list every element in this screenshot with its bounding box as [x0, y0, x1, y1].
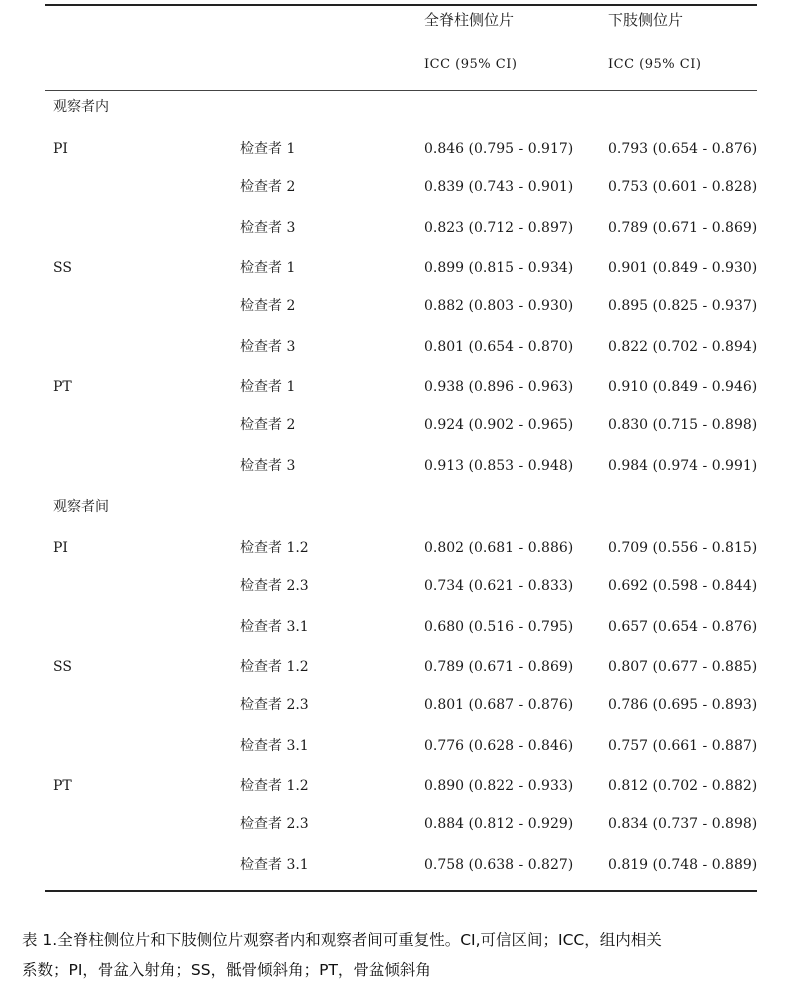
- icc-full-spine-cell: 0.776 (0.628 - 0.846): [424, 738, 574, 754]
- observer-cell: 检查者 3.1: [240, 738, 309, 754]
- table-bottom-rule: [45, 890, 757, 892]
- observer-cell: 检查者 1: [240, 260, 296, 276]
- observer-cell: 检查者 2: [240, 298, 296, 314]
- column-header-full-spine: 全脊柱侧位片: [424, 11, 515, 29]
- icc-full-spine-cell: 0.884 (0.812 - 0.929): [424, 816, 574, 832]
- icc-full-spine-cell: 0.899 (0.815 - 0.934): [424, 260, 574, 276]
- icc-lower-limb-cell: 0.901 (0.849 - 0.930): [608, 260, 758, 276]
- icc-lower-limb-cell: 0.830 (0.715 - 0.898): [608, 417, 758, 433]
- observer-cell: 检查者 1.2: [240, 659, 309, 675]
- icc-lower-limb-cell: 0.709 (0.556 - 0.815): [608, 540, 758, 556]
- icc-lower-limb-cell: 0.822 (0.702 - 0.894): [608, 339, 758, 355]
- icc-lower-limb-cell: 0.757 (0.661 - 0.887): [608, 738, 758, 754]
- group-label: SS: [53, 260, 72, 276]
- observer-cell: 检查者 1: [240, 379, 296, 395]
- observer-cell: 检查者 3.1: [240, 857, 309, 873]
- icc-full-spine-cell: 0.680 (0.516 - 0.795): [424, 619, 574, 635]
- icc-full-spine-cell: 0.913 (0.853 - 0.948): [424, 458, 574, 474]
- column-subheader-icc-full-spine: ICC (95% CI): [424, 57, 518, 72]
- observer-cell: 检查者 2.3: [240, 578, 309, 594]
- observer-cell: 检查者 2: [240, 179, 296, 195]
- observer-cell: 检查者 3: [240, 458, 296, 474]
- group-label: PT: [53, 778, 72, 794]
- observer-cell: 检查者 2.3: [240, 816, 309, 832]
- icc-lower-limb-cell: 0.910 (0.849 - 0.946): [608, 379, 758, 395]
- observer-cell: 检查者 3.1: [240, 619, 309, 635]
- icc-full-spine-cell: 0.758 (0.638 - 0.827): [424, 857, 574, 873]
- table-caption: [22, 925, 762, 985]
- caption-line-1: 表 1.全脊柱侧位片和下肢侧位片观察者内和观察者间可重复性。CI,可信区间；ICC，组内相关: [22, 931, 662, 949]
- observer-cell: 检查者 1.2: [240, 778, 309, 794]
- caption-line-2: 系数；PI，骨盆入射角；SS，骶骨倾斜角；PT，骨盆倾斜角: [22, 961, 431, 979]
- icc-full-spine-cell: 0.839 (0.743 - 0.901): [424, 179, 574, 195]
- icc-full-spine-cell: 0.802 (0.681 - 0.886): [424, 540, 574, 556]
- icc-lower-limb-cell: 0.984 (0.974 - 0.991): [608, 458, 758, 474]
- observer-cell: 检查者 3: [240, 220, 296, 236]
- icc-full-spine-cell: 0.734 (0.621 - 0.833): [424, 578, 574, 594]
- icc-full-spine-cell: 0.801 (0.654 - 0.870): [424, 339, 574, 355]
- icc-full-spine-cell: 0.789 (0.671 - 0.869): [424, 659, 574, 675]
- icc-full-spine-cell: 0.846 (0.795 - 0.917): [424, 141, 574, 157]
- icc-full-spine-cell: 0.882 (0.803 - 0.930): [424, 298, 574, 314]
- observer-cell: 检查者 2.3: [240, 697, 309, 713]
- icc-lower-limb-cell: 0.819 (0.748 - 0.889): [608, 857, 758, 873]
- column-header-lower-limb: 下肢侧位片: [608, 11, 684, 29]
- icc-lower-limb-cell: 0.786 (0.695 - 0.893): [608, 697, 758, 713]
- group-label: PI: [53, 141, 68, 157]
- icc-lower-limb-cell: 0.793 (0.654 - 0.876): [608, 141, 758, 157]
- icc-full-spine-cell: 0.801 (0.687 - 0.876): [424, 697, 574, 713]
- icc-lower-limb-cell: 0.753 (0.601 - 0.828): [608, 179, 758, 195]
- observer-cell: 检查者 2: [240, 417, 296, 433]
- section-title: 观察者内: [53, 99, 109, 115]
- group-label: PT: [53, 379, 72, 395]
- icc-full-spine-cell: 0.938 (0.896 - 0.963): [424, 379, 574, 395]
- column-subheader-icc-lower-limb: ICC (95% CI): [608, 57, 702, 72]
- icc-lower-limb-cell: 0.657 (0.654 - 0.876): [608, 619, 758, 635]
- icc-full-spine-cell: 0.823 (0.712 - 0.897): [424, 220, 574, 236]
- observer-cell: 检查者 1: [240, 141, 296, 157]
- icc-lower-limb-cell: 0.692 (0.598 - 0.844): [608, 578, 758, 594]
- icc-full-spine-cell: 0.924 (0.902 - 0.965): [424, 417, 574, 433]
- icc-lower-limb-cell: 0.895 (0.825 - 0.937): [608, 298, 758, 314]
- observer-cell: 检查者 1.2: [240, 540, 309, 556]
- icc-lower-limb-cell: 0.812 (0.702 - 0.882): [608, 778, 758, 794]
- section-title: 观察者间: [53, 499, 109, 515]
- group-label: SS: [53, 659, 72, 675]
- icc-lower-limb-cell: 0.834 (0.737 - 0.898): [608, 816, 758, 832]
- group-label: PI: [53, 540, 68, 556]
- header-rule: [45, 90, 757, 91]
- icc-lower-limb-cell: 0.807 (0.677 - 0.885): [608, 659, 758, 675]
- icc-full-spine-cell: 0.890 (0.822 - 0.933): [424, 778, 574, 794]
- observer-cell: 检查者 3: [240, 339, 296, 355]
- icc-lower-limb-cell: 0.789 (0.671 - 0.869): [608, 220, 758, 236]
- table-top-rule: [45, 4, 757, 6]
